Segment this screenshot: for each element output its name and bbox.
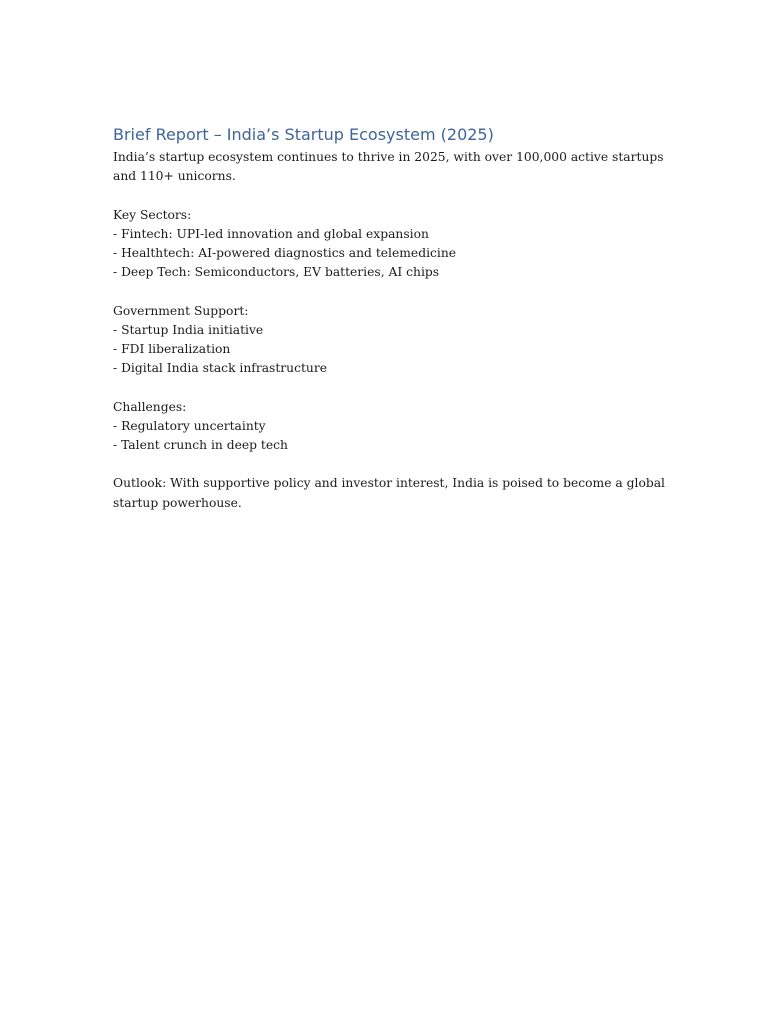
document-body (113, 148, 665, 513)
document-content (113, 124, 665, 513)
outlook-line: Outlook: With supportive policy and investor interest, India is poised to become a global (113, 476, 665, 491)
government-support-section (113, 302, 658, 379)
intro-line: India’s startup ecosystem continues to thrive in 2025, with over 100,000 active startups (113, 150, 664, 164)
outlook-paragraph (113, 474, 665, 512)
document-title: Brief Report – India’s Startup Ecosystem (2025) (113, 125, 494, 144)
key-sector-item: - Healthtech: AI-powered diagnostics and telemedicine (113, 246, 457, 260)
government-support-heading: Government Support: (113, 303, 249, 318)
government-support-item: - FDI liberalization (113, 342, 231, 356)
key-sectors-heading: Key Sectors: (113, 207, 192, 222)
key-sector-item: - Deep Tech: Semiconductors, EV batteries, AI chips (113, 265, 440, 280)
challenge-item: - Regulatory uncertainty (113, 418, 266, 433)
challenge-item: - Talent crunch in deep tech (113, 438, 288, 452)
intro-paragraph (113, 148, 664, 186)
challenges-section (113, 398, 658, 456)
government-support-item: - Digital India stack infrastructure (113, 361, 327, 376)
key-sector-item: - Fintech: UPI-led innovation and global expansion (113, 226, 429, 241)
intro-line: and 110+ unicorns. (113, 169, 236, 184)
key-sectors-section (113, 206, 658, 283)
outlook-line: startup powerhouse. (113, 495, 242, 510)
government-support-item: - Startup India initiative (113, 322, 264, 337)
challenges-heading: Challenges: (113, 399, 187, 414)
